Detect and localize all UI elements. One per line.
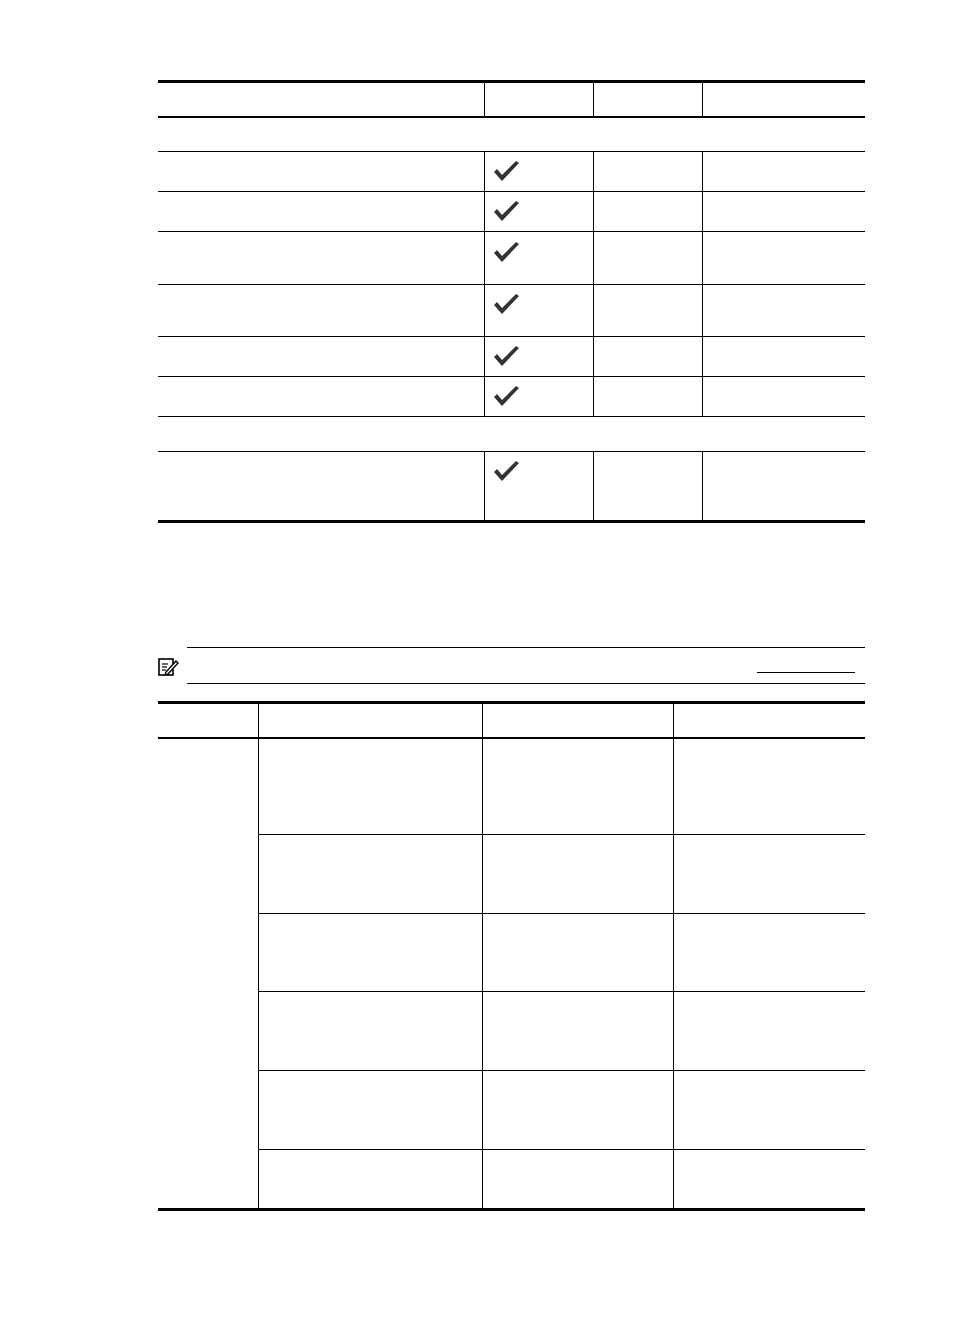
table-2-bottom-rule xyxy=(158,1208,865,1211)
table-1-col-divider xyxy=(593,151,594,416)
table-1-col-divider xyxy=(484,451,485,520)
table-1-header-divider xyxy=(702,83,703,116)
checkmark-icon xyxy=(492,385,520,407)
table-1-col-divider xyxy=(484,151,485,416)
table-2-top-rule xyxy=(158,701,865,704)
table-1-row-rule xyxy=(158,451,865,452)
note-top-rule xyxy=(187,647,865,648)
table-2-row-rule xyxy=(258,1149,865,1150)
table-2-header-divider xyxy=(673,704,674,737)
checkmark-icon xyxy=(492,293,520,315)
table-2-row-rule xyxy=(258,1070,865,1071)
table-2-row-rule xyxy=(258,834,865,835)
table-1-row-rule xyxy=(158,416,865,417)
table-2-col-divider xyxy=(673,739,674,1209)
checkmark-icon xyxy=(492,345,520,367)
table-1-row-rule xyxy=(158,336,865,337)
table-1-col-divider xyxy=(593,451,594,520)
table-2-col-divider xyxy=(482,739,483,1209)
table-1-row-rule xyxy=(158,231,865,232)
table-1-col-divider xyxy=(702,151,703,416)
table-2-header-divider xyxy=(482,704,483,737)
note-link-underline[interactable] xyxy=(757,672,855,673)
note-bottom-rule xyxy=(187,683,865,684)
table-1-row-rule xyxy=(158,151,865,152)
checkmark-icon xyxy=(492,460,520,482)
table-2-col-divider xyxy=(258,739,259,1209)
table-1-header-rule xyxy=(158,116,865,118)
table-1-row-rule xyxy=(158,284,865,285)
table-1-row-rule xyxy=(158,376,865,377)
table-2-row-rule xyxy=(258,913,865,914)
checkmark-icon xyxy=(492,160,520,182)
table-1-top-rule xyxy=(158,80,865,83)
note-pencil-icon xyxy=(157,656,179,678)
table-2-row-rule xyxy=(258,991,865,992)
table-2-header-rule xyxy=(158,737,865,739)
table-1-col-divider xyxy=(702,451,703,520)
table-1-row-rule xyxy=(158,191,865,192)
table-1-bottom-rule xyxy=(158,520,865,523)
table-1-header-divider xyxy=(593,83,594,116)
table-2-header-divider xyxy=(258,704,259,737)
checkmark-icon xyxy=(492,200,520,222)
table-1-header-divider xyxy=(484,83,485,116)
checkmark-icon xyxy=(492,241,520,263)
